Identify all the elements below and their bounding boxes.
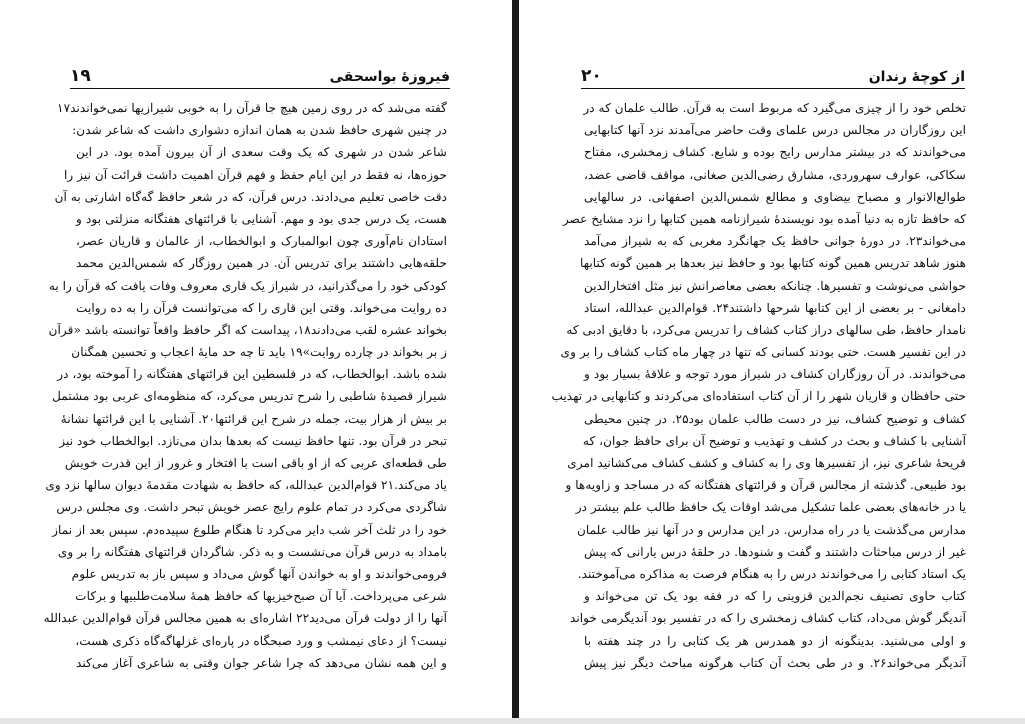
bottom-edge-shadow — [0, 718, 1025, 724]
right-page-number: ۲۰ — [581, 66, 602, 86]
text-line: تبحر در قرآن بود. تنها حافظ نیست که بعدها بدان می‌نازد. ابوالخطاب خود نیز — [59, 433, 447, 448]
text-line: کشاف و توضیح کشاف، نیز در دست طالب علمان بود۲۵. در چنین محیطی — [584, 411, 966, 426]
text-line: هنوز شاهد تدریس همین گونه کتابها بود و حافظ نیز بعدها بر همین گونه کتابها — [580, 256, 966, 271]
text-line: حواشی می‌نوشت و تفسیرها. چنانکه بعضی معاصرانش نیز مثل افتخارالدین — [584, 278, 966, 293]
text-line: بر بیش از هزار بیت، جمله در شرح این قرائتها۲۰. آشنایی با این قرائتها نشانهٔ — [60, 411, 447, 426]
text-line: می‌خواندند که در بیشتر مدارس رایج بوده و شایع. کشاف زمخشری، مفتاح — [584, 145, 966, 160]
text-line: و این همه نشان می‌دهد که چرا شاعر جوان وقتی به شاعری آغاز می‌کند — [76, 655, 447, 670]
text-line: می‌خواندند. در آن روزگاران کشاف در شیراز مورد توجه و علاقهٔ بسیار بود و — [584, 367, 966, 382]
text-line: ده روایت می‌خواند. وقتی این قاری را که می‌توانست قرآن را به ده روایت — [76, 300, 447, 315]
text-line: شرعی می‌پرداخت. آیا آن صبح‌خیزیها که حافظ همهٔ سلامت‌طلبیها و برکات — [75, 589, 447, 604]
right-page-body — [551, 97, 966, 674]
book-gutter — [512, 0, 519, 724]
text-line: طوالع‌الانوار و مصباح بیضاوی و مطالع شمس‌الدین اصفهانی. در سالهایی — [584, 189, 966, 204]
text-line: بود طبیعی. گذشته از مجالس قرآن و قرائتهای هفتگانه که در مساجد و زاویه‌ها و — [565, 478, 966, 493]
text-line: در چنین شهری حافظ شدن به همان اندازه دشواری داشت که شاعر شدن: — [72, 123, 447, 138]
text-line: می‌خواند۲۳. در دورهٔ جوانی حافظ یک جهانگرد مغربی که به شیراز می‌آمد — [584, 234, 966, 249]
text-line: خود را در ثلث آخر شب دایر می‌کرد تا هنگام طلوع سپیده‌دم. سپس بعد از نماز — [52, 522, 447, 537]
text-line: نیست؟ از دعای نیمشب و ورد صبحگاه در پاره‌ای غزلهاگه‌گاه ذکری هست، — [75, 633, 447, 648]
text-line: شیراز قصیدهٔ شاطبی را شرح تدریس می‌کرد، که منظومه‌ای عربی بود مشتمل — [52, 389, 447, 404]
text-line: کودکی خود را می‌گذرانید، در شیراز یک قاری معروف وفات یافت که قرآن را به — [48, 278, 447, 293]
text-line: نامدار حافظ، طی سالهای دراز کتاب کشاف را تدریس می‌کرد، با دقایق ادبی که — [566, 322, 966, 337]
text-line: آنها را از دولت قرآن می‌دید۲۲ اشاره‌ای به همین مجالس قرآن قوام‌الدین عبدالله — [43, 611, 447, 626]
text-line: غیر از درس مباحثات داشتند و گفت و شنودها. در حلقهٔ درس یارانی که پیش — [584, 544, 966, 559]
text-line: آشنایی با کشاف و بحث در کشف و تهذیب و توضیح آن برای حافظ جوان، که — [582, 433, 966, 448]
text-line: قریحهٔ شاعری نیز، از تفسیرها وی را به کشاف و کشف کشاف می‌کشانید امری — [567, 456, 966, 470]
text-line: یا در خانه‌های بعضی علما تشکیل می‌شد اوقات یک حافظ طالب علم بیشتر در — [575, 500, 966, 515]
text-line: ز بر بخواند در چارده روایت»۱۹ باید تا چه حد مایهٔ اعجاب و تحسین همگنان — [71, 345, 447, 360]
text-line: کتاب حاوی تصنیف نجم‌الدین قزوینی را که در فقه بود یک تن می‌خواند و — [584, 589, 966, 604]
text-line: شده باشد. ابوالخطاب، که در فلسطین این قرائتهای هفتگانه را آموخته بود، در — [57, 367, 447, 382]
text-line: دامغانی - بر بعضی از این کتابها شرحها داشتند۲۴. قوام‌الدین عبدالله، استاد — [584, 300, 966, 315]
left-running-head: فیروزهٔ بواسحقی — [329, 69, 450, 85]
left-page-number: ۱۹ — [70, 66, 91, 86]
text-line: یاد می‌کند.۲۱ قوام‌الدین عبدالله، که حافظ به شهادت مقدمهٔ دیوان سالها نزد وی — [45, 478, 447, 493]
text-line: حوزه‌ها، نه فقط در این ایام حفظ و فهم قرآن اهمیت داشت قرائت آن نیز را — [64, 167, 447, 182]
text-line: هست، یک درس جدی بود و مهم. آشنایی با قرائتهای هفتگانه منزلتی بود و — [76, 211, 447, 226]
text-line: مدارس می‌گذشت یا در راه مدارس. در این مدارس و در آنها نیز طالب علمان — [576, 522, 966, 537]
text-line: این روزگاران در مجالس درس علمای وقت حاضر می‌آمدند نزد آنها کتابهایی — [584, 123, 966, 138]
text-line: حلقه‌هایی داشتند برای تدریس آن. در همین روزگار که شمس‌الدین محمد — [76, 256, 447, 271]
text-line: بامداد به درس قرآن می‌نشست و به ذکر. شاگردان قرائتهای هفتگانه را بر وی — [57, 544, 447, 559]
right-page-header — [581, 62, 965, 89]
text-line: طی قطعه‌ای عربی که از او باقی است با افتخار و غرور از این قدرت خویش — [64, 456, 447, 470]
left-page — [0, 0, 512, 724]
text-line: یک استاد کتابی را می‌خواندند درس را به هنگام فرصت به مذاکره می‌آموختند. — [577, 566, 966, 581]
text-line: و اولی می‌شنید. بدینگونه از دو همدرس هر یک کتابی را در چند هفته با — [584, 633, 966, 648]
right-running-head: از کوچهٔ رندان — [868, 69, 965, 85]
text-line: گفته می‌شد که در روی زمین هیچ جا قرآن را به خوبی شیرازیها نمی‌خواندند۱۷ — [57, 101, 447, 115]
text-line: بخواند عشره لقب می‌دادند۱۸، پیداست که اگر حافظ واقعاً توانسته باشد «قرآن — [48, 322, 447, 337]
text-line: آندیگر گوش می‌داد، کتاب کشاف زمخشری را که در تفسیر بود آندیگرمی خواند — [569, 611, 966, 626]
text-line: فرومی‌خواندند و او به خواندن آنها گوش می‌داد و سپس باز به تدریس علوم — [71, 566, 447, 581]
text-line: شاعر شدن در شهری که یک وقت سعدی از آن بیرون آمده بود. در این — [76, 145, 447, 160]
text-line: که حافظ تازه به دنیا آمده بود نویسندهٔ شیرازنامه همین کتابها را نزد مشایخ عصر — [562, 211, 966, 226]
text-line: در این تفسیر هست. حتی بودند کسانی که تنها در چهار ماه کتاب کشاف را بر وی — [560, 345, 966, 360]
left-page-header — [70, 62, 450, 89]
text-line: سکاکی، عوارف سهروردی، مشارق رضی‌الدین صغانی، مواقف قاضی عضد، — [584, 167, 966, 182]
text-line: شاگردی می‌کرد در تمام علوم رایج عصر خویش تبحر داشت. وی مجلس درس — [56, 500, 447, 515]
left-page-body — [43, 97, 447, 674]
text-line: استادان نام‌آوری چون ابوالمبارک و ابوالخطاب، از عالمان و قاریان عصر، — [76, 234, 447, 249]
right-page — [519, 0, 1025, 724]
text-line: تخلص خود را از چیزی می‌گیرد که مربوط است به قرآن. طالب علمان که در — [583, 101, 966, 115]
text-line: آندیگر می‌خواند۲۶. و در طی بحث آن کتاب هرگونه مباحث دیگر نیز پیش — [584, 655, 966, 670]
text-line: حتی حافظان و قاریان شهر را از آن کتاب استفاده‌ای می‌کردند و کتابهایی در تهذیب — [551, 389, 966, 404]
text-line: دقت خاصی تعلیم می‌دادند. درس قرآن، که در شعر حافظ گه‌گاه اشارتی به آن — [54, 189, 447, 204]
